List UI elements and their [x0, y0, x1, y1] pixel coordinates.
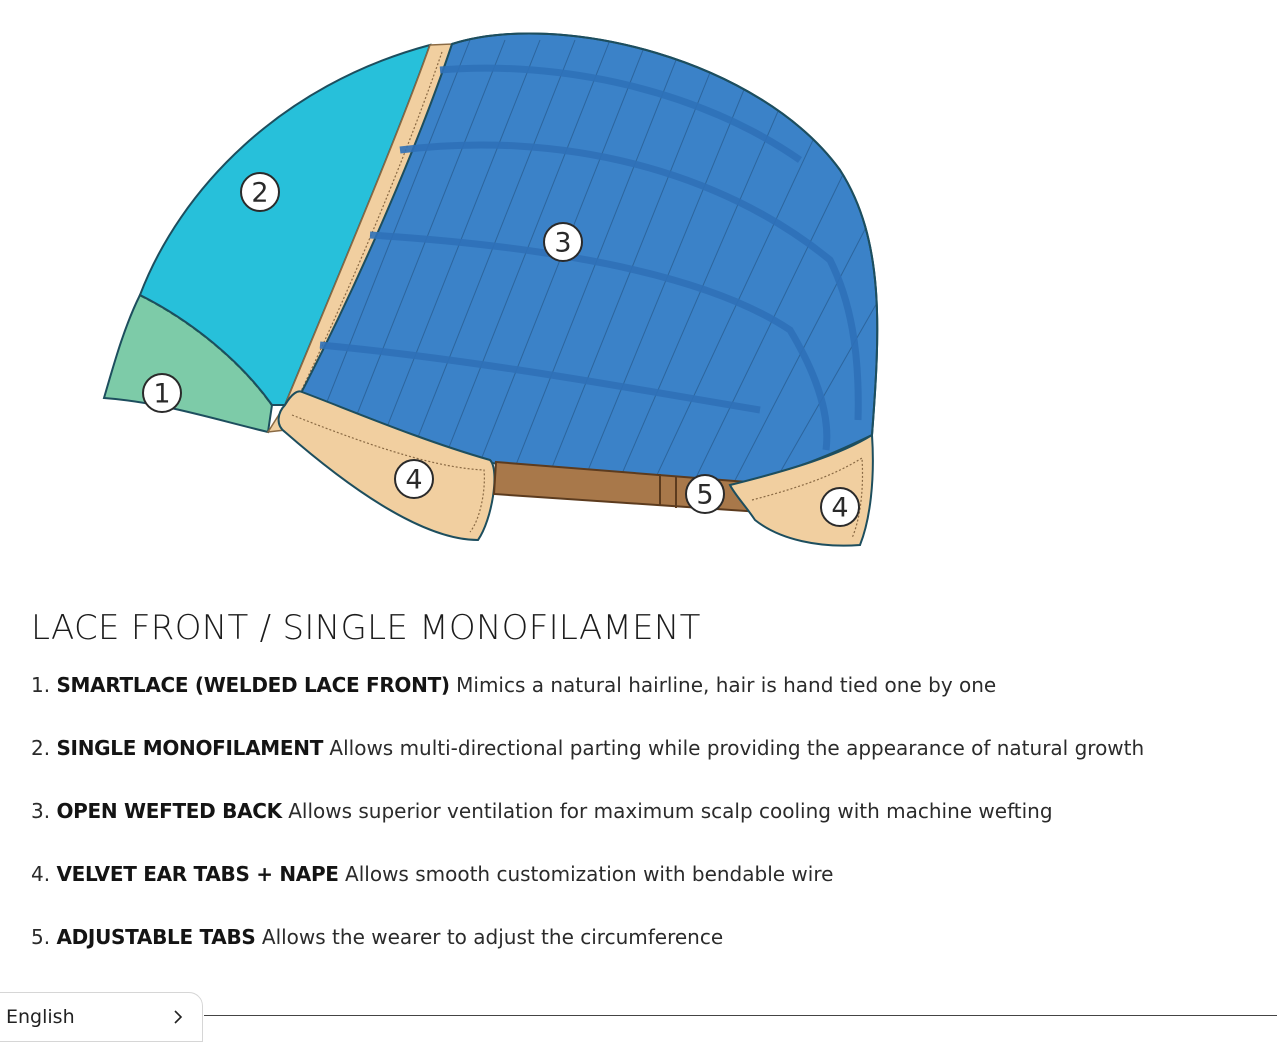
feature-number: 1. [31, 673, 51, 697]
feature-term: OPEN WEFTED BACK [56, 799, 282, 823]
svg-text:3: 3 [554, 227, 572, 259]
feature-description: Allows multi-directional parting while providing the appearance of natural growth [329, 736, 1145, 760]
chevron-right-icon [173, 1010, 183, 1024]
language-label: English [6, 1006, 75, 1028]
callout-5 [686, 475, 724, 513]
feature-item [31, 923, 1251, 986]
svg-text:4: 4 [831, 492, 849, 524]
svg-text:4: 4 [405, 464, 423, 496]
feature-description: Allows superior ventilation for maximum scalp cooling with machine wefting [288, 799, 1053, 823]
feature-number: 4. [31, 862, 51, 886]
language-selector[interactable] [0, 992, 203, 1042]
callout-2 [241, 173, 279, 211]
feature-number: 2. [31, 736, 51, 760]
callout-4-nape [821, 488, 859, 526]
svg-text:2: 2 [251, 177, 269, 209]
feature-description: Allows smooth customization with bendable wire [345, 862, 834, 886]
feature-item [31, 797, 1251, 860]
callout-4-front [395, 460, 433, 498]
feature-term: VELVET EAR TABS + NAPE [56, 862, 339, 886]
callout-3 [544, 223, 582, 261]
feature-term: SMARTLACE (WELDED LACE FRONT) [56, 673, 450, 697]
feature-description: Allows the wearer to adjust the circumference [261, 925, 724, 949]
feature-number: 5. [31, 925, 51, 949]
feature-term: ADJUSTABLE TABS [56, 925, 256, 949]
callout-1 [143, 374, 181, 412]
svg-text:5: 5 [696, 479, 714, 511]
feature-term: SINGLE MONOFILAMENT [56, 736, 324, 760]
feature-item [31, 860, 1251, 923]
svg-text:1: 1 [153, 378, 171, 410]
feature-number: 3. [31, 799, 51, 823]
feature-list [31, 671, 1251, 986]
feature-item [31, 734, 1251, 797]
footer-divider [204, 1015, 1277, 1016]
feature-description: Mimics a natural hairline, hair is hand tied one by one [456, 673, 997, 697]
section-title: LACE FRONT / SINGLE MONOFILAMENT [31, 608, 701, 648]
feature-item [31, 671, 1251, 734]
